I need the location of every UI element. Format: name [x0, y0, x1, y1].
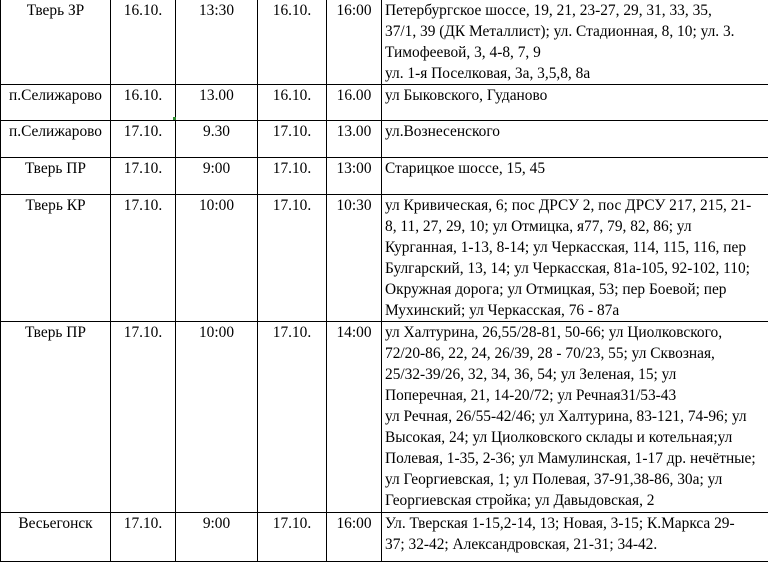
end-time-cell: 13.00 [327, 121, 382, 158]
table-row [1, 85, 768, 121]
table-row [1, 195, 768, 322]
end-date-cell: 17.10. [258, 195, 327, 322]
start-date-cell: 16.10. [111, 85, 176, 121]
addresses-cell: ул Халтурина, 26,55/28-81, 50-66; ул Циолковского, 72/20-86, 22, 24, 26/39, 28 - 70/23, 55; ул Сквозная, 25/32-39/26, 32, 34, 36, 54; ул Зеленая, 15; ул Поперечная, 21, 14-20/72; ул Речная31/53-43 ул Речная, 26/55-42/46; ул Халтурина, 83-121, 74-96; ул Высокая, 24; ул Циолковского склады и котельная;ул Полевая, 1-35, 2-36; ул Мамулинская, 1-17 др. нечётные; ул Георгиевская, 1; ул Полевая, 37-91,38-86, 30а; ул Георгиевская стройка; ул Давыдовская, 2 [382, 322, 768, 513]
end-date-cell: 16.10. [258, 85, 327, 121]
start-time-cell: 10:00 [176, 195, 258, 322]
end-time-cell: 10:30 [327, 195, 382, 322]
end-time-cell: 14:00 [327, 322, 382, 513]
start-time-cell: 9:00 [176, 158, 258, 195]
table-row [1, 322, 768, 513]
table-row [1, 121, 768, 158]
start-date-cell: 17.10. [111, 195, 176, 322]
start-time-cell: 9:00 [176, 513, 258, 562]
end-date-cell: 17.10. [258, 121, 327, 158]
addresses-cell: Петербургское шоссе, 19, 21, 23-27, 29, 31, 33, 35, 37/1, 39 (ДК Металлист); ул. Стадионная, 8, 10; ул. 3. Тимофеевой, 3, 4-8, 7, 9 ул. 1-я Поселковая, 3а, 3,5,8, 8а [382, 0, 768, 85]
addresses-cell: Старицкое шоссе, 15, 45 [382, 158, 768, 195]
table-row [1, 0, 768, 85]
addresses-cell: ул Быковского, Гуданово [382, 85, 768, 121]
end-date-cell: 17.10. [258, 158, 327, 195]
district-cell: Весьегонск [1, 513, 111, 562]
district-cell: Тверь КР [1, 195, 111, 322]
addresses-cell: ул Кривическая, 6; пос ДРСУ 2, пос ДРСУ 217, 215, 21- 8, 11, 27, 29, 10; ул Отмицка, я77, 79, 82, 86; ул Курганная, 1-13, 8-14; ул Черкасская, 114, 115, 116, пер Булгарский, 13, 14; ул Черкасская, 81а-105, 92-102, 110; Окружная дорога; ул Отмицкая, 53; пер Боевой; пер Мухинский; ул Черкасская, 76 - 87а [382, 195, 768, 322]
end-date-cell: 17.10. [258, 322, 327, 513]
addresses-cell: Ул. Тверская 1-15,2-14, 13; Новая, 3-15; К.Маркса 29- 37; 32-42; Александровская, 21-31; 34-42. [382, 513, 768, 562]
start-time-cell: 9.30 [176, 121, 258, 158]
start-time-cell: 13:30 [176, 0, 258, 85]
district-cell: Тверь ЗР [1, 0, 111, 85]
district-cell: Тверь ПР [1, 322, 111, 513]
end-time-cell: 16:00 [327, 0, 382, 85]
start-time-cell: 10:00 [176, 322, 258, 513]
cell-comment-marker [173, 117, 176, 120]
start-date-cell: 17.10. [111, 121, 176, 158]
end-date-cell: 16.10. [258, 0, 327, 85]
district-cell: п.Селижарово [1, 85, 111, 121]
end-date-cell: 17.10. [258, 513, 327, 562]
addresses-cell: ул.Вознесенского [382, 121, 768, 158]
start-date-cell: 17.10. [111, 322, 176, 513]
end-time-cell: 16:00 [327, 513, 382, 562]
start-date-cell: 16.10. [111, 0, 176, 85]
start-time-cell: 13.00 [176, 85, 258, 121]
table-row [1, 513, 768, 562]
start-date-cell: 17.10. [111, 158, 176, 195]
start-date-cell: 17.10. [111, 513, 176, 562]
district-cell: п.Селижарово [1, 121, 111, 158]
end-time-cell: 16.00 [327, 85, 382, 121]
table-row [1, 158, 768, 195]
district-cell: Тверь ПР [1, 158, 111, 195]
end-time-cell: 13:00 [327, 158, 382, 195]
